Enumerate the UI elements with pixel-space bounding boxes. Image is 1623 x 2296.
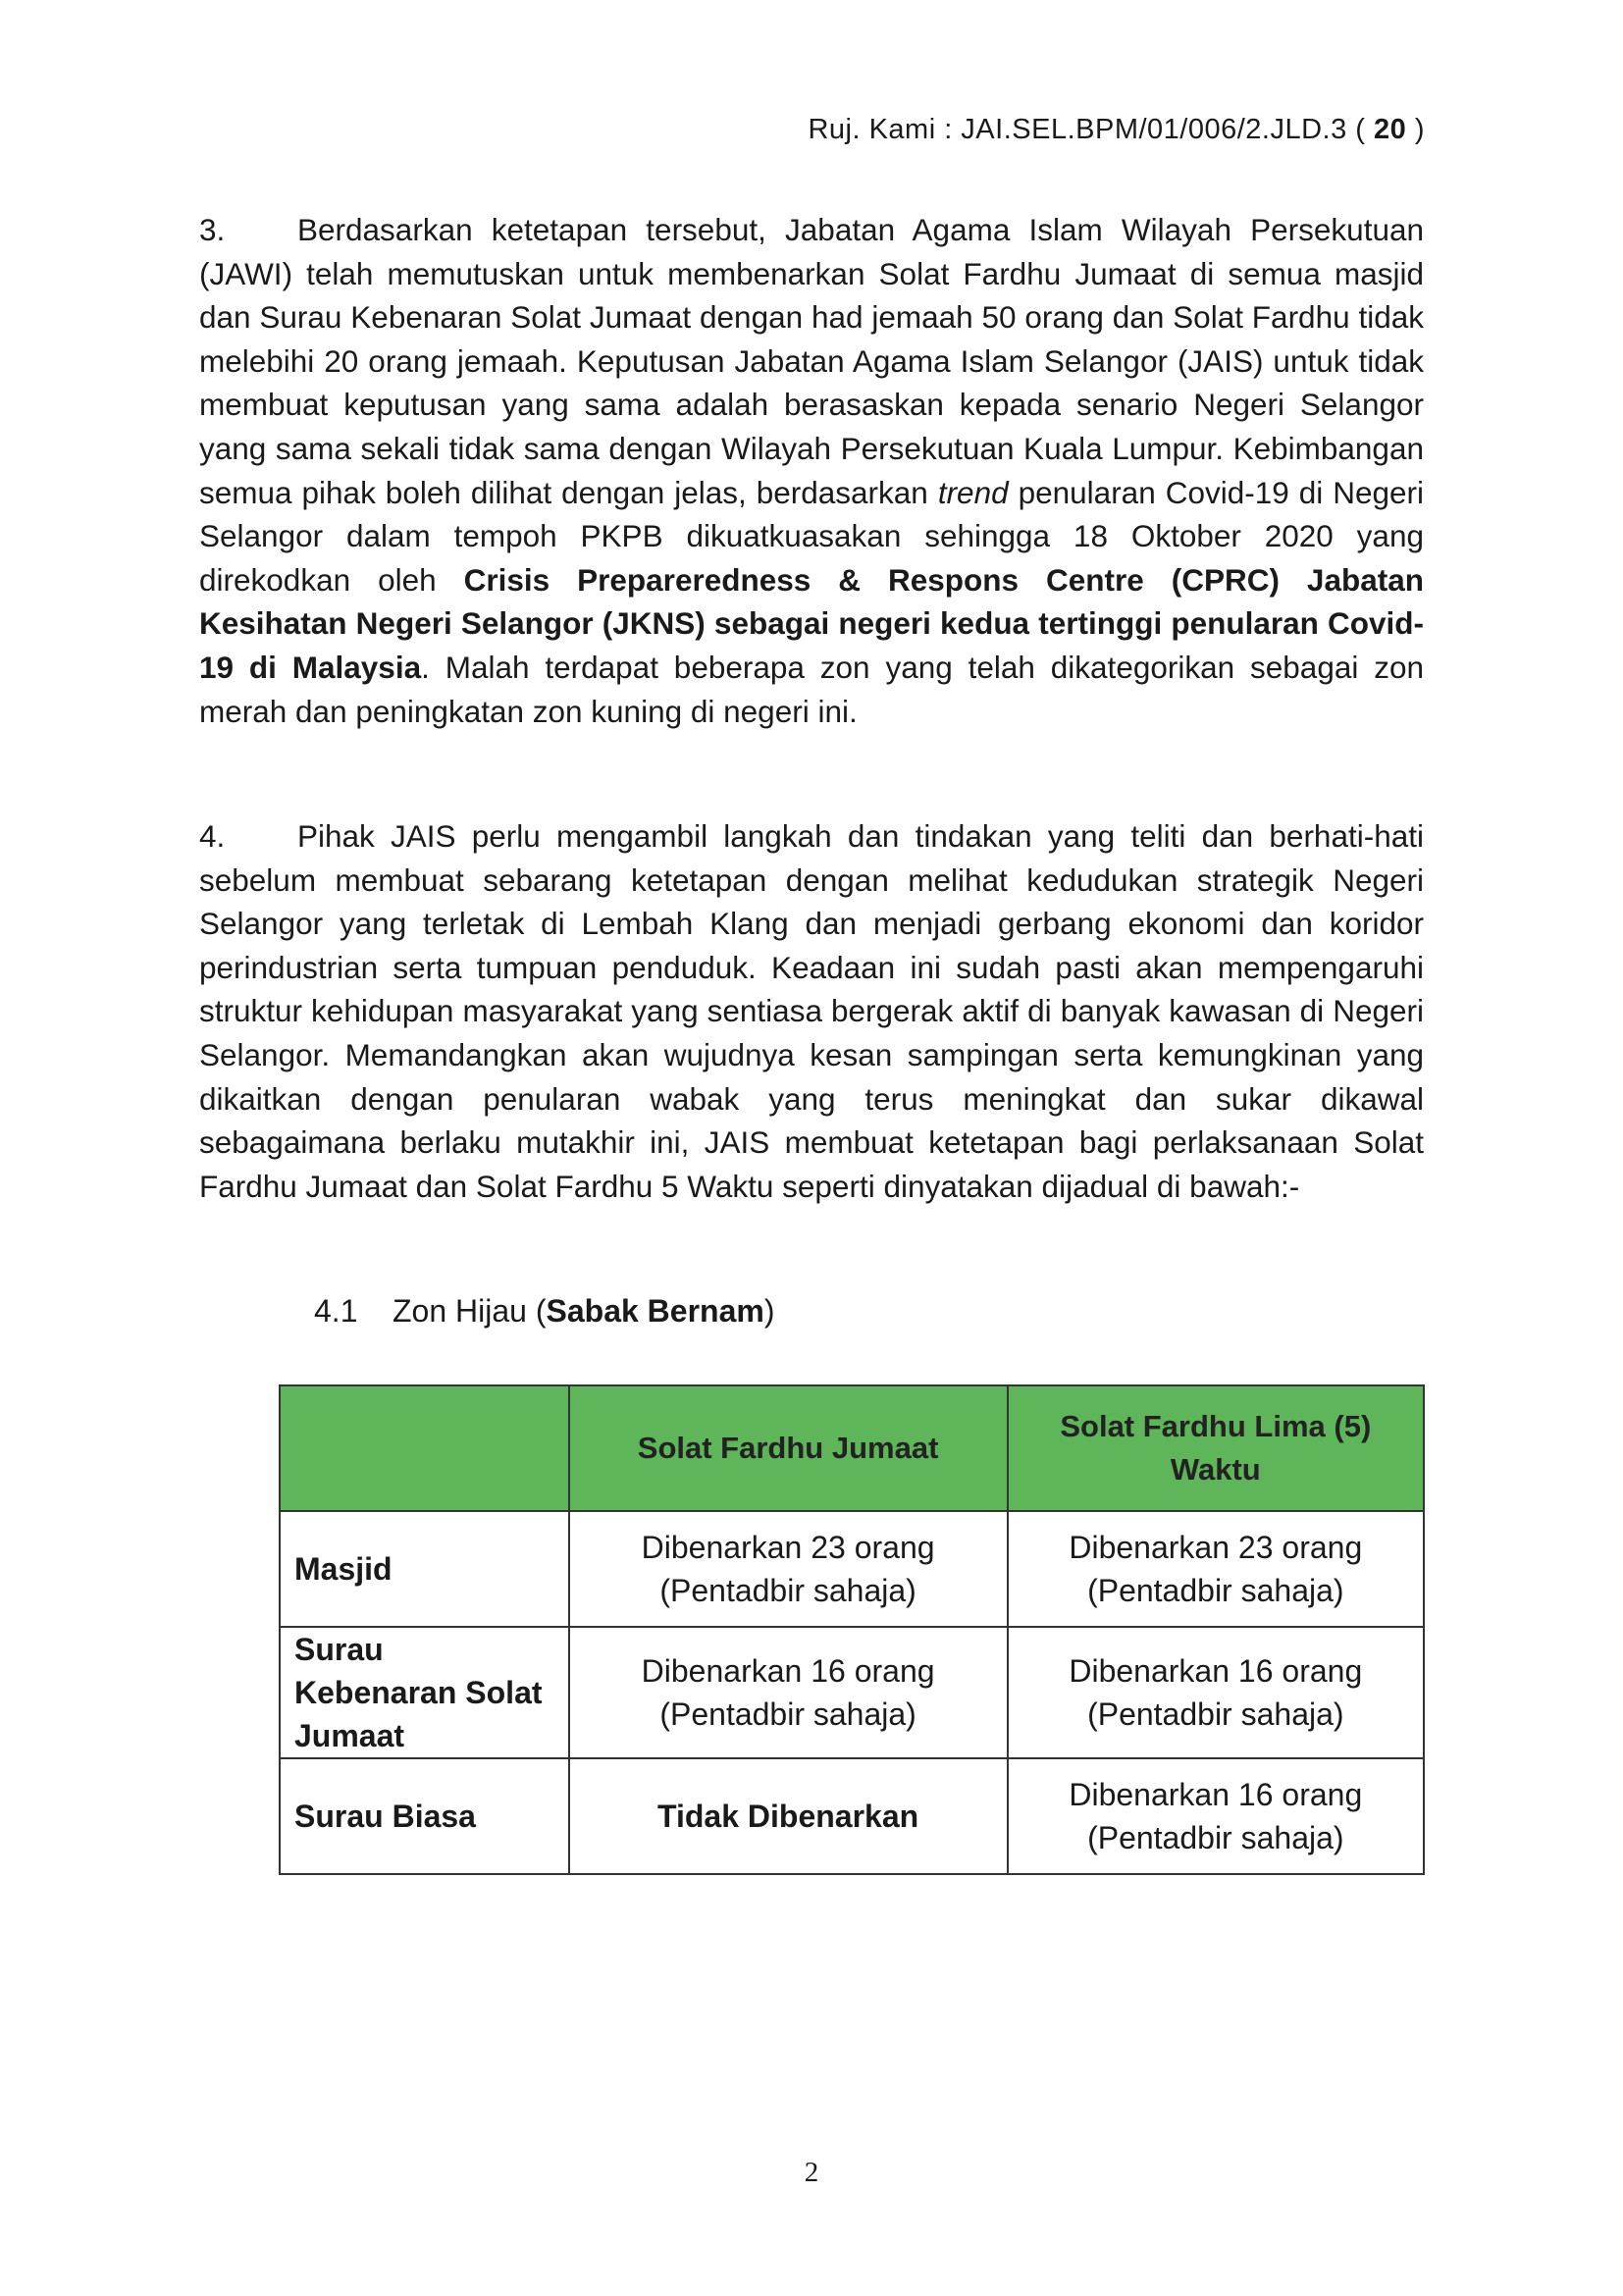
table-header-jumaat: Solat Fardhu Jumaat	[569, 1385, 1008, 1511]
paragraph-number: 4.	[199, 818, 226, 854]
paragraph-4	[199, 814, 1424, 1208]
table-row	[280, 1511, 1424, 1627]
section-suffix: )	[763, 1293, 775, 1329]
cell-line: (Pentadbir sahaja)	[1087, 1820, 1344, 1855]
section-number: 4.1	[314, 1293, 358, 1329]
cell-line: (Pentadbir sahaja)	[659, 1696, 916, 1732]
page-number: 2	[804, 2157, 819, 2188]
paragraph-text: Berdasarkan ketetapan tersebut, Jabatan Agama Islam Wilayah Persekutuan (JAWI) telah memutuskan untuk membenarkan Solat Fardhu Jumaat di semua masjid dan Surau Kebenaran Solat Jumaat dengan had jemaah 50 orang dan Solat Fardhu tidak melebihi 20 orang jemaah. Keputusan Jabatan Agama Islam Selangor (JAIS) untuk tidak membuat keputusan yang sama adalah berasaskan kepada senario Negeri Selangor yang sama sekali tidak sama dengan Wilayah Persekutuan Kuala Lumpur. Kebimbangan semua pihak boleh dilihat dengan jelas, berdasarkan	[199, 212, 1424, 510]
table-row	[280, 1627, 1424, 1758]
cell-line: (Pentadbir sahaja)	[1087, 1696, 1344, 1732]
section-label: Zon Hijau (	[393, 1293, 547, 1329]
section-heading	[314, 1293, 774, 1330]
cell-jumaat	[569, 1627, 1008, 1758]
italic-term: trend	[937, 474, 1009, 510]
paragraph-text: Pihak JAIS perlu mengambil langkah dan tindakan yang teliti dan berhati-hati sebelum membuat sebarang ketetapan dengan melihat kedudukan strategik Negeri Selangor yang terletak di Lembah Klang dan menjadi gerbang ekonomi dan koridor perindustrian serta tumpuan penduduk. Keadaan ini sudah pasti akan mempengaruhi struktur kehidupan masyarakat yang sentiasa bergerak aktif di banyak kawasan di Negeri Selangor. Memandangkan akan wujudnya kesan sampingan serta kemungkinan yang dikaitkan dengan penularan wabak yang terus meningkat dan sukar dikawal sebagaimana berlaku mutakhir ini, JAIS membuat ketetapan bagi perlaksanaan Solat Fardhu Jumaat dan Solat Fardhu 5 Waktu seperti dinyatakan dijadual di bawah:-	[199, 818, 1424, 1204]
cell-jumaat: Tidak Dibenarkan	[569, 1758, 1008, 1874]
paragraph-3	[199, 208, 1424, 733]
cell-line: Dibenarkan 23 orang	[1069, 1530, 1363, 1565]
reference-suffix: )	[1406, 114, 1425, 145]
cell-line: (Pentadbir sahaja)	[1087, 1573, 1344, 1608]
row-label: Masjid	[280, 1511, 569, 1627]
cell-line: Dibenarkan 23 orang	[641, 1530, 935, 1565]
paragraph-number: 3.	[199, 212, 226, 247]
bold-statement: Crisis Prepareredness & Respons Centre (CPRC) Jabatan Kesihatan Negeri Selangor (JKNS) sebagai negeri kedua tertinggi penularan Covid-19 di Malaysia	[199, 561, 1424, 685]
table-header-empty	[280, 1385, 569, 1511]
cell-line: (Pentadbir sahaja)	[659, 1573, 916, 1608]
cell-lima-waktu	[1008, 1627, 1424, 1758]
reference-prefix: Ruj. Kami : JAI.SEL.BPM/01/006/2.JLD.3 (	[808, 114, 1375, 145]
table-row	[280, 1758, 1424, 1874]
cell-line: Dibenarkan 16 orang	[641, 1653, 935, 1689]
cell-line: Dibenarkan 16 orang	[1069, 1777, 1363, 1812]
zone-name: Sabak Bernam	[546, 1293, 764, 1329]
cell-jumaat	[569, 1511, 1008, 1627]
table-header-row	[280, 1385, 1424, 1511]
paragraph-text: . Malah terdapat beberapa zon yang telah dikategorikan sebagai zon merah dan peningkatan zon kuning di negeri ini.	[199, 649, 1424, 729]
cell-line: Dibenarkan 16 orang	[1069, 1653, 1363, 1689]
paragraph-text: penularan Covid-19 di Negeri Selangor dalam tempoh PKPB dikuatkuasakan sehingga 18 Oktober 2020 yang direkodkan oleh	[199, 474, 1425, 598]
reference-number-bold: 20	[1374, 114, 1407, 145]
row-label: Surau Biasa	[280, 1758, 569, 1874]
cell-lima-waktu	[1008, 1758, 1424, 1874]
table-header-lima-waktu: Solat Fardhu Lima (5) Waktu	[1008, 1385, 1424, 1511]
reference-number	[808, 114, 1425, 146]
cell-lima-waktu	[1008, 1511, 1424, 1627]
row-label: Surau Kebenaran Solat Jumaat	[280, 1627, 569, 1758]
zone-table	[279, 1384, 1425, 1875]
